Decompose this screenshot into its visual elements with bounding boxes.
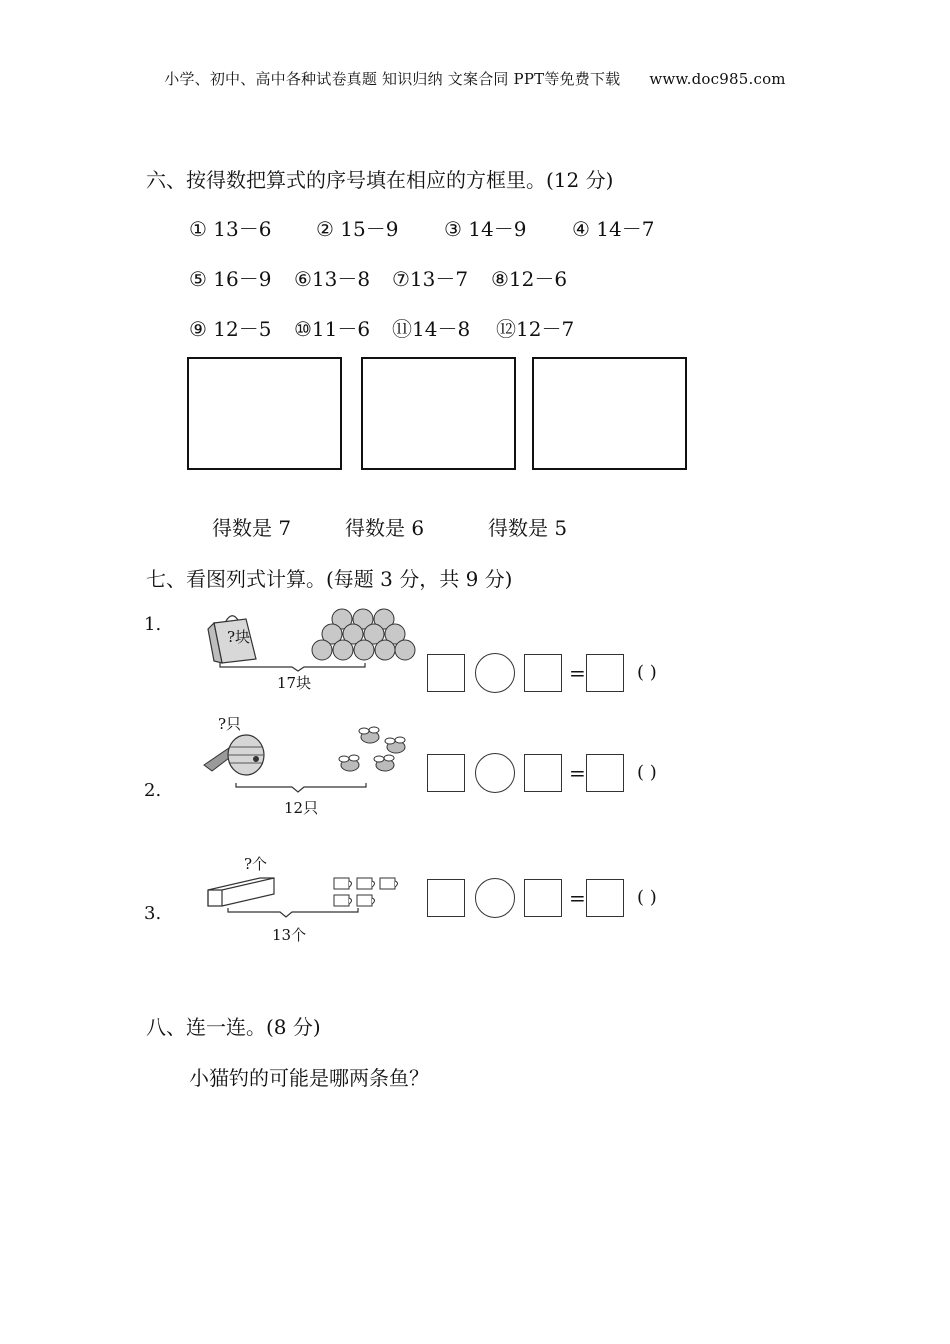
- expression-12: ⑫12－7: [496, 317, 575, 341]
- problem3-question-label: ?个: [244, 855, 268, 873]
- expression-4: ④ 14－7: [572, 217, 655, 241]
- answer-box-7[interactable]: [187, 357, 342, 470]
- expression-10: ⑩11－6: [294, 317, 371, 341]
- expression-6: ⑥13－8: [294, 267, 371, 291]
- expression-11: ⑪14－8: [392, 317, 471, 341]
- expression-3: ③ 14－9: [444, 217, 527, 241]
- problem3-box-a[interactable]: [427, 879, 465, 917]
- caption-result-7: 得数是 7: [212, 516, 292, 540]
- problem2-box-b[interactable]: [524, 754, 562, 792]
- problem1-box-b[interactable]: [524, 654, 562, 692]
- problem3-number: 3.: [144, 903, 162, 924]
- beehive-picture: [200, 725, 415, 805]
- caption-result-6: 得数是 6: [345, 516, 425, 540]
- problem1-question-label: ?块: [227, 628, 251, 646]
- problem3-operator-circle[interactable]: [475, 878, 515, 918]
- problem3-equals: =: [569, 886, 586, 910]
- problem1-unit-paren[interactable]: ( ): [637, 662, 657, 683]
- section7-title: 七、看图列式计算。(每题 3 分，共 9 分): [146, 567, 513, 591]
- problem1-total-label: 17块: [277, 674, 312, 692]
- problem2-equals: =: [569, 761, 586, 785]
- section8-title: 八、连一连。(8 分): [146, 1015, 321, 1039]
- expression-9: ⑨ 12－5: [189, 317, 272, 341]
- problem2-unit-paren[interactable]: ( ): [637, 762, 657, 783]
- problem3-total-label: 13个: [272, 926, 307, 944]
- expression-1: ① 13－6: [189, 217, 272, 241]
- expression-5: ⑤ 16－9: [189, 267, 272, 291]
- problem2-box-result[interactable]: [586, 754, 624, 792]
- problem2-question-label: ?只: [218, 715, 242, 733]
- problem2-number: 2.: [144, 780, 162, 801]
- answer-box-5[interactable]: [532, 357, 687, 470]
- cups-picture: [200, 868, 415, 928]
- caption-result-5: 得数是 5: [488, 516, 568, 540]
- problem2-total-label: 12只: [284, 799, 319, 817]
- problem1-box-result[interactable]: [586, 654, 624, 692]
- problem3-box-result[interactable]: [586, 879, 624, 917]
- problem3-box-b[interactable]: [524, 879, 562, 917]
- problem1-equals: =: [569, 661, 586, 685]
- problem3-unit-paren[interactable]: ( ): [637, 887, 657, 908]
- expression-2: ② 15－9: [316, 217, 399, 241]
- header-text: 小学、初中、高中各种试卷真题 知识归纳 文案合同 PPT等免费下载: [164, 70, 621, 88]
- problem1-operator-circle[interactable]: [475, 653, 515, 693]
- section8-prompt: 小猫钓的可能是哪两条鱼？: [189, 1066, 429, 1090]
- problem1-box-a[interactable]: [427, 654, 465, 692]
- problem2-box-a[interactable]: [427, 754, 465, 792]
- answer-box-6[interactable]: [361, 357, 516, 470]
- section6-title: 六、按得数把算式的序号填在相应的方框里。(12 分): [146, 168, 614, 192]
- header-site: www.doc985.com: [649, 70, 786, 88]
- problem2-operator-circle[interactable]: [475, 753, 515, 793]
- problem1-number: 1.: [144, 614, 162, 635]
- expression-8: ⑧12－6: [491, 267, 568, 291]
- expression-7: ⑦13－7: [392, 267, 469, 291]
- page-header: [0, 68, 950, 89]
